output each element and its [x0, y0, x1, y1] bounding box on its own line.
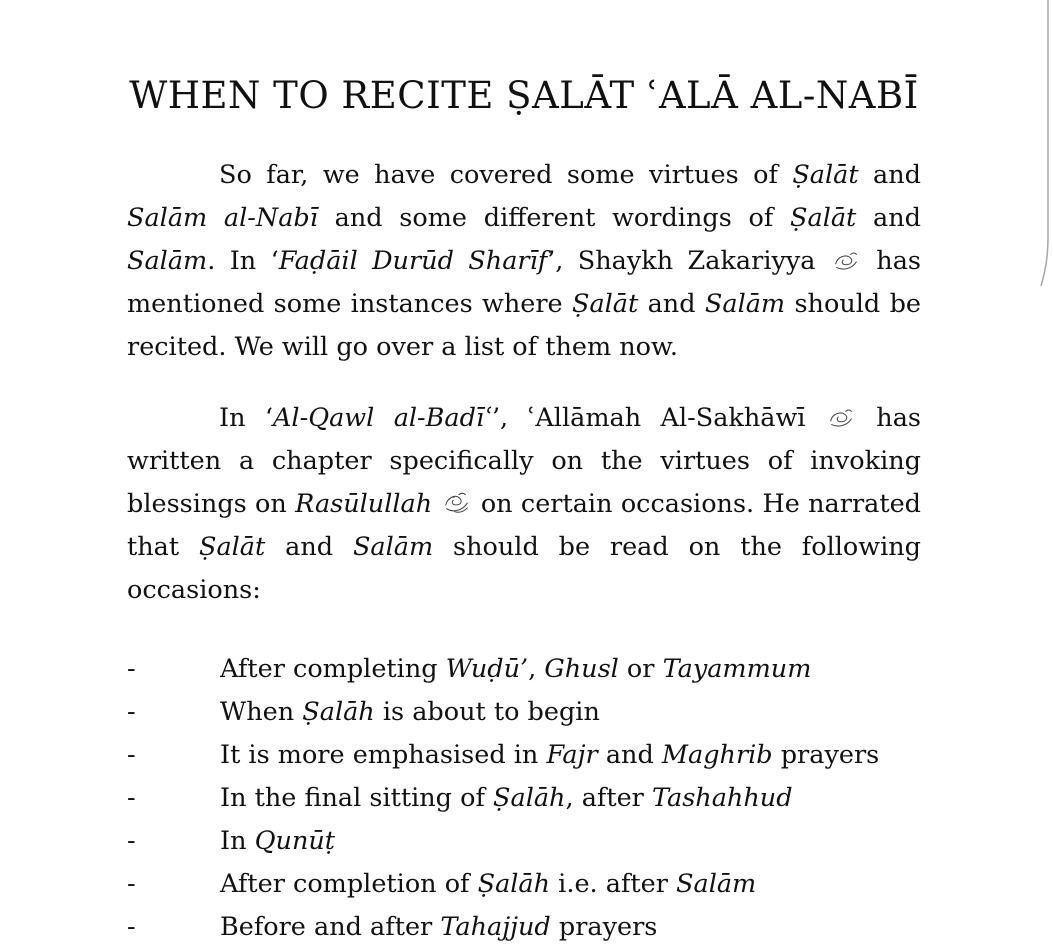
list-item-text	[220, 734, 879, 777]
italic-term: Ṣalāt	[198, 532, 266, 562]
list-item-text	[220, 648, 811, 691]
italic-term: Fajr	[546, 740, 598, 770]
rahimahullah-icon	[826, 405, 856, 431]
paragraph	[127, 154, 921, 369]
italic-term: Salām al-Nabī	[127, 203, 318, 233]
list-item	[127, 734, 921, 777]
paragraph	[127, 397, 921, 612]
text-run: on certain occasions. He narrated that	[127, 489, 922, 562]
text-run: and	[597, 740, 662, 770]
list-bullet: -	[127, 740, 136, 770]
italic-term: Tayammum	[662, 654, 812, 684]
text-run: . In ‘	[207, 246, 279, 276]
text-run: i.e. after	[550, 869, 677, 899]
text-run: So far, we have covered some virtues of	[219, 160, 793, 190]
list-item	[127, 820, 921, 863]
italic-term: Rasūlullah	[295, 489, 433, 519]
text-run	[432, 489, 440, 519]
list-bullet: -	[127, 912, 136, 942]
italic-term: Faḍāil Durūd Sharīf	[278, 246, 548, 276]
italic-term: Tahajjud	[440, 912, 551, 942]
text-run: has mentioned some instances where	[127, 246, 921, 319]
text-run: After completion of	[220, 869, 478, 899]
italic-term: Ṣalāt	[790, 203, 857, 233]
italic-term: Salām	[676, 869, 757, 899]
list-item-text	[220, 906, 657, 949]
list-item-text	[220, 777, 793, 820]
list-bullet: -	[127, 697, 136, 727]
text-run: ’, ʿAllāmah Al-Sakhāwī	[491, 403, 825, 433]
sallallahu-icon	[442, 491, 472, 517]
text-run: and	[856, 203, 921, 233]
italic-term: Tashahhud	[651, 783, 793, 813]
list-bullet: -	[127, 826, 136, 856]
italic-term: Ṣalāt	[571, 289, 639, 319]
italic-term: Ṣalāt	[792, 160, 859, 190]
italic-term: Al-Qawl al-Badīʿ	[273, 403, 492, 433]
text-run: In	[220, 826, 255, 856]
text-run: prayers	[772, 740, 880, 770]
italic-term: Ṣalāh	[477, 869, 551, 899]
text-run: ’, Shaykh Zakariyya	[547, 246, 830, 276]
text-run: and	[265, 532, 353, 562]
italic-term: Ṣalāh	[493, 783, 566, 813]
list-item	[127, 691, 921, 734]
text-run: , after	[565, 783, 652, 813]
list-bullet: -	[127, 869, 136, 899]
text-run: is about to begin	[374, 697, 600, 727]
list-item-text	[220, 691, 600, 734]
text-run: Before and after	[220, 912, 441, 942]
italic-term: Wuḍū’	[445, 654, 529, 684]
rahimahullah-icon	[831, 248, 861, 274]
italic-term: Salām	[352, 532, 434, 562]
italic-term: Ghusl	[544, 654, 619, 684]
text-run: and some different wordings of	[317, 203, 791, 233]
list-item	[127, 863, 921, 906]
italic-term: Salām	[127, 246, 208, 276]
list-item	[127, 906, 921, 949]
list-item-text	[220, 820, 335, 863]
text-run: When	[220, 697, 303, 727]
italic-term: Maghrib	[661, 740, 773, 770]
list-item	[127, 648, 921, 691]
text-run: ,	[528, 654, 545, 684]
list-item-text	[220, 863, 756, 906]
text-run: and	[858, 160, 921, 190]
italic-term: Ṣalāh	[302, 697, 375, 727]
paragraphs	[127, 154, 921, 612]
page-title: WHEN TO RECITE ṢALĀT ʿALĀ AL-NABĪ	[129, 74, 919, 117]
italic-term: Qunūṭ	[254, 826, 336, 856]
italic-term: Salām	[704, 289, 786, 319]
text-run: In ‘	[219, 403, 274, 433]
text-run: has written a chapter specifically on the virtues of invoking blessings on	[127, 403, 921, 519]
list-bullet: -	[127, 654, 136, 684]
text-run: and	[638, 289, 705, 319]
occasions-list	[127, 648, 921, 949]
text-run: In the final sitting of	[220, 783, 494, 813]
list-item	[127, 777, 921, 820]
text-run: should be read on the following occasions:	[127, 532, 921, 605]
text-run: prayers	[550, 912, 658, 942]
text-run: After completing	[220, 654, 446, 684]
text-run: or	[618, 654, 663, 684]
text-run: It is more emphasised in	[220, 740, 547, 770]
text-run: should be recited. We will go over a list of them now.	[127, 289, 921, 362]
list-bullet: -	[127, 783, 136, 813]
